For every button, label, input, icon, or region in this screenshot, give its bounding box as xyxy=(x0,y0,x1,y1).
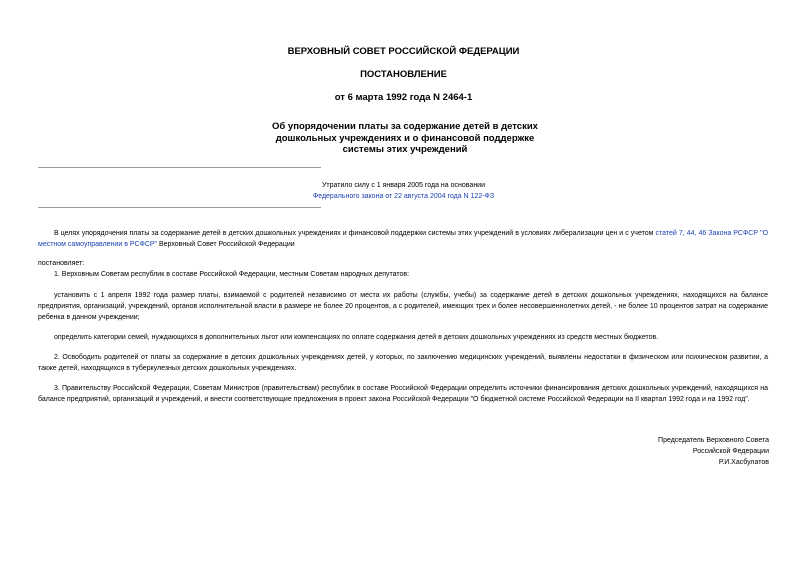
status-note xyxy=(0,180,807,202)
status-line: Утратило силу с 1 января 2005 года на основании xyxy=(321,182,486,189)
title-line: системы этих учреждений xyxy=(342,144,468,155)
paragraph-1b: определить категории семей, нуждающихся в дополнительных льгот или компенсациях по оплате содержания детей в детских дошкольных учреждениях из средств местных бюджетов. xyxy=(54,334,659,341)
document-type: ПОСТАНОВЛЕНИЕ xyxy=(360,69,447,80)
document-title xyxy=(250,121,560,156)
paragraph-1a: установить с 1 апреля 1992 года размер платы, взимаемой с родителей независимо от места их работы (службы, учебы) за содержание детей в детских дошкольных учреждениях, находящихся на балансе предприятия, организаций, учреждений, органов исполнительной власти в размере не более 20 процентов, а с родителей, имеющих трех и более несовершеннолетних детей, - не более 10 процентов затрат на содержание ребенка в данном учреждении; xyxy=(38,292,768,321)
divider-top xyxy=(38,167,321,168)
law-articles-link[interactable]: статей 7, 44, 46 Закона РСФСР xyxy=(655,230,759,237)
paragraph-3: 3. Правительству Российской Федерации, Советам Министров (правительствам) республик в составе Российской Федерации определить источники финансирования детских дошкольных учреждений, находящихся на балансе предприятий, организаций и учреждений, и внести соответствующие предложения в проект закона Российской Федерации "О бюджетной системе Российской Федерации на II квартал 1992 года и на 1992 год". xyxy=(38,385,768,403)
intro-paragraph xyxy=(38,228,768,250)
title-line: дошкольных учреждениях и о финансовой поддержке xyxy=(275,132,535,144)
title-line: Об упорядочении платы за содержание детей в детских xyxy=(272,121,538,132)
status-law-link[interactable]: Федерального закона от 22 августа 2004 года N 122-ФЗ xyxy=(312,193,495,200)
local-self-government-law-link[interactable]: "О местном самоуправлении в РСФСР" xyxy=(38,230,769,248)
document-authority: ВЕРХОВНЫЙ СОВЕТ РОССИЙСКОЙ ФЕДЕРАЦИИ xyxy=(287,46,520,57)
intro-tail: Верховный Совет Российской Федерации xyxy=(157,241,295,248)
signature-block xyxy=(658,435,769,468)
signature-name: Р.И.Хасбулатов xyxy=(718,459,769,466)
paragraph-1: 1. Верховным Советам республик в составе Российской Федерации, местным Советам народных депутатов: xyxy=(54,271,410,278)
signature-position: Председатель Верховного Совета xyxy=(658,437,769,444)
signature-organization: Российской Федерации xyxy=(692,448,769,455)
postanovlyaet-label: постановляет: xyxy=(38,260,85,267)
document-date-number: от 6 марта 1992 года N 2464-1 xyxy=(334,92,473,103)
divider-bottom xyxy=(38,207,321,208)
paragraph-2: 2. Освободить родителей от платы за содержание в детских дошкольных учреждениях детей, у которых, по заключению медицинских учреждений, выявлены недостатки в физическом или психическом развитии, а также детей, находящихся в туберкулезных детских дошкольных учреждениях. xyxy=(38,354,768,372)
intro-text: В целях упорядочения платы за содержание детей в детских дошкольных учреждениях и финансовой поддержки системы этих учреждений в условиях либерализации цен и с учетом xyxy=(54,230,654,237)
